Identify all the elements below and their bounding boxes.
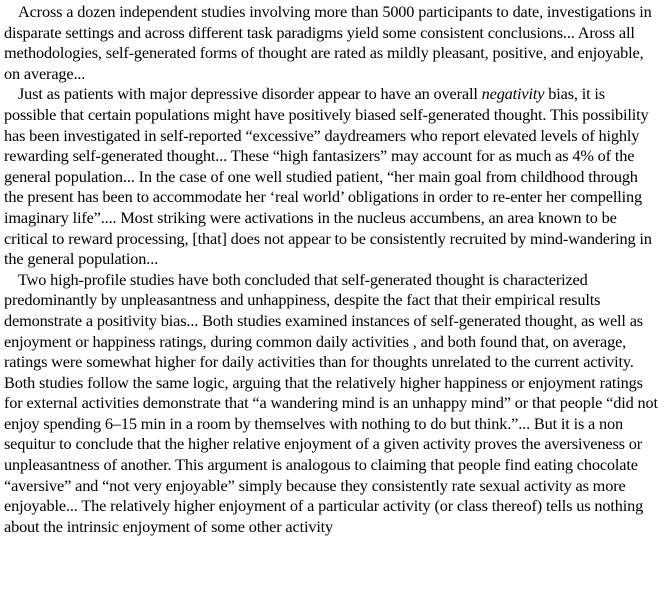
paragraph-text: Across a dozen independent studies involving more than 5000 participants to date, investigations in disparate settings and across different task paradigms yield some consistent conclusions... Aross all methodologies, self-generated forms of thought are rated as mildly pleasant, positive, and enjoyable, on average...: [4, 2, 652, 83]
paragraph-high-profile-studies: [4, 270, 659, 538]
paragraph-positivity-findings: [4, 2, 659, 84]
emphasized-word: negativity: [481, 84, 545, 104]
paragraph-text-start: Just as patients with major depressive disorder appear to have an overall: [18, 84, 482, 104]
paragraph-high-fantasizers: [4, 84, 659, 269]
paragraph-text: Two high-profile studies have both concluded that self-generated thought is characterized predominantly by unpleasantness and unhappiness, despite the fact that their empirical results demonstrate a positivity bias... Both studies examined instances of self-generated thought, as well as enjoyment or happiness ratings, during common daily activities , and both found that, on average, ratings were somewhat higher for daily activities than for thoughts unrelated to the current activity. Both studies follow the same logic, arguing that the relatively higher happiness or enjoyment ratings for external activities demonstrate that “a wandering mind is an unhappy mind” or that people “did not enjoy spending 6–15 min in a room by themselves with nothing to do but think.”... But it is a non sequitur to conclude that the higher relative enjoyment of a given activity proves the aversiveness or unpleasantness of another. This argument is analogous to claiming that people find eating chocolate “aversive” and “not very enjoyable” simply because they consistently rate sexual activity as more enjoyable... The relatively higher enjoyment of a particular activity (or class thereof) tells us nothing about the intrinsic enjoyment of some other activity: [4, 269, 658, 536]
paragraph-text-rest: bias, it is possible that certain populations might have positively biased self-generated thought. This possibility has been investigated in self-reported “excessive” daydreamers who report elevated levels of highly rewarding self-generated thought... These “high fantasizers” may account for as much as 4% of the general population... In the case of one well studied patient, “her main goal from childhood through the present has been to accommodate her ‘real world’ obligations in order to re-enter her compelling imaginary life”.... Most striking were activations in the nucleus accumbens, an area known to be critical to reward processing, [that] does not appear to be consistently recruited by mind-wandering in the general population...: [4, 84, 652, 269]
